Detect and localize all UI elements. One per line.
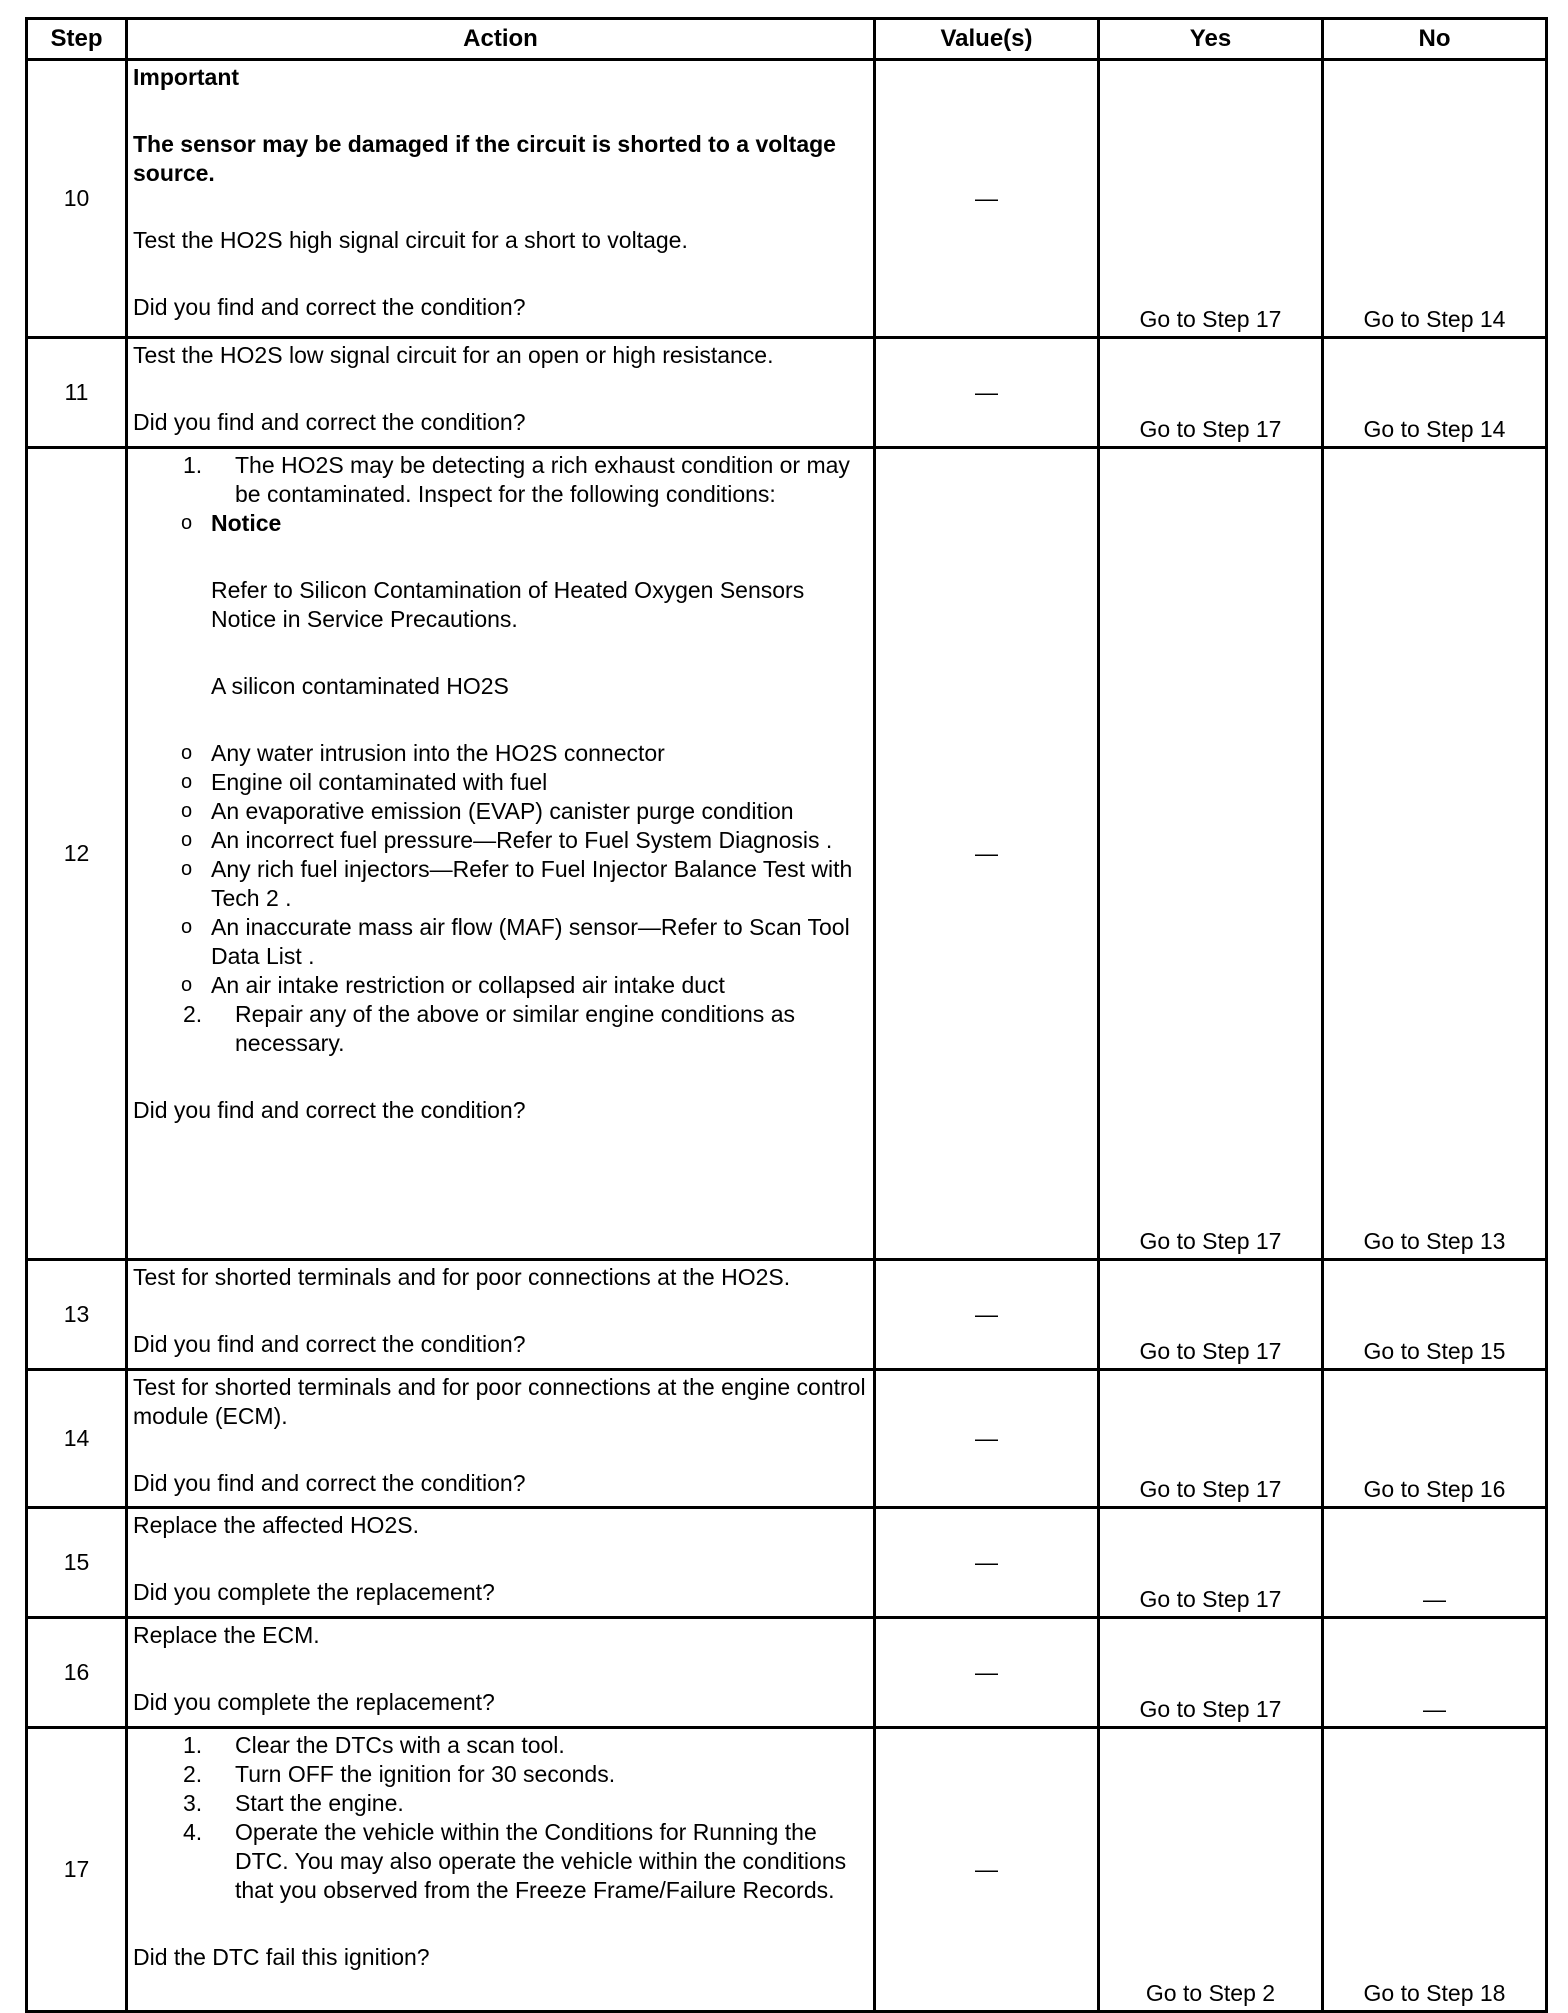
yes-cell: Go to Step 17 [1099,338,1323,448]
list-item [133,1731,867,1760]
value-cell: — [875,1728,1099,2012]
value-cell: — [875,1370,1099,1508]
notice-item [133,509,867,739]
bullet-icon: o [181,974,193,996]
no-cell: Go to Step 15 [1323,1260,1547,1370]
question-text: Did you complete the replacement? [133,1689,495,1715]
list-item [133,768,867,797]
list-item-text: Engine oil contaminated with fuel [211,769,548,795]
important-label: Important [133,64,240,90]
action-cell [127,60,875,338]
header-yes: Yes [1099,19,1323,60]
list-item-text: Clear the DTCs with a scan tool. [235,1732,565,1758]
yes-cell: Go to Step 17 [1099,1618,1323,1728]
question-text: Did the DTC fail this ignition? [133,1944,430,1970]
notice-title: Notice [211,510,282,536]
no-cell: — [1323,1508,1547,1618]
list-item-text: Repair any of the above or similar engine conditions as necessary. [235,1001,795,1056]
list-item-text: Operate the vehicle within the Conditions for Running the DTC. You may also operate the vehicle within the conditions that you observed from the Freeze Frame/Failure Records. [235,1819,847,1903]
value-cell: — [875,1260,1099,1370]
list-item [133,913,867,971]
yes-cell: Go to Step 17 [1099,448,1323,1260]
list-number: 1. [183,1732,203,1758]
action-cell [127,1508,875,1618]
action-cell [127,1618,875,1728]
list-item-text: Any rich fuel injectors—Refer to Fuel Injector Balance Test with Tech 2 . [211,856,853,911]
bullet-icon: o [181,771,193,793]
list-item-text: Turn OFF the ignition for 30 seconds. [235,1761,616,1787]
list-number: 3. [183,1790,203,1816]
action-text: Test for shorted terminals and for poor connections at the HO2S. [133,1264,791,1290]
list-item [133,855,867,913]
question-text: Did you find and correct the condition? [133,294,526,320]
table-row-step-17 [27,1728,1547,2012]
header-no: No [1323,19,1547,60]
step-number: 11 [27,338,127,448]
diagnostic-table [25,17,1548,2013]
list-item-text: An air intake restriction or collapsed air intake duct [211,972,725,998]
action-cell [127,338,875,448]
list-item-text: Any water intrusion into the HO2S connector [211,740,665,766]
list-item [133,1760,867,1789]
header-values: Value(s) [875,19,1099,60]
bullet-icon: o [181,829,193,851]
bullet-icon: o [181,858,193,880]
numbered-list [133,1731,867,1905]
action-text: Test the HO2S high signal circuit for a short to voltage. [133,227,688,253]
step-number: 10 [27,60,127,338]
list-item [133,797,867,826]
warning-text: The sensor may be damaged if the circuit is shorted to a voltage source. [133,131,836,186]
bullet-icon: o [181,800,193,822]
header-row [27,19,1547,60]
table-row-step-10 [27,60,1547,338]
list-item-text: The HO2S may be detecting a rich exhaust condition or may be contaminated. Inspect for the following conditions: [235,452,850,507]
step-number: 17 [27,1728,127,2012]
action-cell [127,448,875,1260]
value-cell: — [875,448,1099,1260]
value-cell: — [875,338,1099,448]
value-cell: — [875,1618,1099,1728]
value-cell: — [875,1508,1099,1618]
yes-cell: Go to Step 17 [1099,1508,1323,1618]
no-cell: — [1323,1618,1547,1728]
bullet-icon: o [181,512,193,534]
list-number: 2. [183,1001,203,1027]
action-cell [127,1370,875,1508]
numbered-list [133,451,867,1058]
list-item [133,1818,867,1905]
header-step: Step [27,19,127,60]
list-item-text: Start the engine. [235,1790,404,1816]
list-item [133,739,867,768]
table-row-step-14 [27,1370,1547,1508]
action-text: Test for shorted terminals and for poor connections at the engine control module (ECM). [133,1374,866,1429]
action-cell [127,1728,875,2012]
step-number: 14 [27,1370,127,1508]
yes-cell: Go to Step 2 [1099,1728,1323,2012]
list-item-text: An evaporative emission (EVAP) canister purge condition [211,798,794,824]
notice-item-text: A silicon contaminated HO2S [211,673,509,699]
list-item-text: An inaccurate mass air flow (MAF) sensor—Refer to Scan Tool Data List . [211,914,850,969]
list-number: 1. [183,452,203,478]
list-item [133,1000,867,1058]
question-text: Did you find and correct the condition? [133,409,526,435]
action-text: Replace the ECM. [133,1622,320,1648]
yes-cell: Go to Step 17 [1099,60,1323,338]
no-cell: Go to Step 14 [1323,338,1547,448]
list-item [133,1789,867,1818]
table-row-step-11 [27,338,1547,448]
table-row-step-13 [27,1260,1547,1370]
list-number: 2. [183,1761,203,1787]
value-cell: — [875,60,1099,338]
list-item [133,971,867,1000]
list-item-text: An incorrect fuel pressure—Refer to Fuel System Diagnosis . [211,827,833,853]
list-item [133,451,867,1000]
no-cell: Go to Step 16 [1323,1370,1547,1508]
step-number: 13 [27,1260,127,1370]
bullet-icon: o [181,742,193,764]
header-action: Action [127,19,875,60]
list-item [133,826,867,855]
question-text: Did you find and correct the condition? [133,1470,526,1496]
no-cell: Go to Step 18 [1323,1728,1547,2012]
action-text: Test the HO2S low signal circuit for an open or high resistance. [133,342,774,368]
table-row-step-12 [27,448,1547,1260]
step-number: 12 [27,448,127,1260]
step-number: 16 [27,1618,127,1728]
table-row-step-15 [27,1508,1547,1618]
notice-text: Refer to Silicon Contamination of Heated Oxygen Sensors Notice in Service Precautions. [211,577,805,632]
yes-cell: Go to Step 17 [1099,1370,1323,1508]
question-text: Did you find and correct the condition? [133,1331,526,1357]
step-number: 15 [27,1508,127,1618]
action-text: Replace the affected HO2S. [133,1512,419,1538]
condition-list [133,509,867,1000]
no-cell: Go to Step 13 [1323,448,1547,1260]
action-cell [127,1260,875,1370]
yes-cell: Go to Step 17 [1099,1260,1323,1370]
no-cell: Go to Step 14 [1323,60,1547,338]
list-number: 4. [183,1819,203,1845]
table-row-step-16 [27,1618,1547,1728]
question-text: Did you find and correct the condition? [133,1097,526,1123]
question-text: Did you complete the replacement? [133,1579,495,1605]
bullet-icon: o [181,916,193,938]
